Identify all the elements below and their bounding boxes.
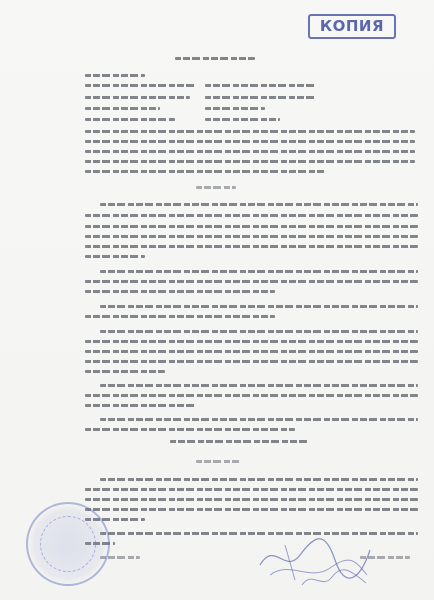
text-line: [85, 290, 275, 293]
text-line: [85, 74, 145, 77]
text-line: [170, 440, 310, 443]
text-line: [85, 498, 418, 501]
text-line: [85, 360, 418, 363]
text-line: [85, 130, 415, 133]
text-line: [85, 508, 418, 511]
text-line: [100, 478, 418, 481]
text-line: [205, 118, 280, 121]
text-line: [100, 305, 418, 308]
text-line: [85, 170, 325, 173]
text-line: [85, 488, 418, 491]
text-line: [205, 84, 315, 87]
text-line: [85, 225, 418, 228]
text-line: [85, 214, 418, 217]
section-heading: [196, 186, 236, 189]
text-line: [100, 203, 418, 206]
text-line: [85, 118, 175, 121]
document-title: [175, 57, 255, 60]
text-line: [85, 107, 160, 110]
text-line: [85, 150, 415, 153]
text-line: [85, 394, 418, 397]
clerk-signature: [300, 565, 370, 595]
text-line: [85, 370, 165, 373]
text-line: [100, 330, 418, 333]
text-line: [85, 160, 415, 163]
text-line: [205, 107, 265, 110]
text-line: [85, 96, 190, 99]
text-line: [85, 350, 418, 353]
text-line: [100, 270, 418, 273]
text-line: [85, 428, 295, 431]
text-line: [85, 280, 418, 283]
official-seal: [26, 502, 110, 586]
text-line: [85, 340, 418, 343]
text-line: [100, 418, 418, 421]
text-line: [85, 404, 195, 407]
text-line: [85, 84, 195, 87]
text-line: [85, 235, 418, 238]
text-line: [205, 96, 315, 99]
text-line: [85, 255, 145, 258]
copy-stamp: КОПИЯ: [308, 14, 396, 39]
text-line: [85, 140, 415, 143]
text-line: [85, 245, 418, 248]
text-line: [85, 315, 275, 318]
section-heading: [196, 460, 240, 463]
text-line: [100, 384, 418, 387]
